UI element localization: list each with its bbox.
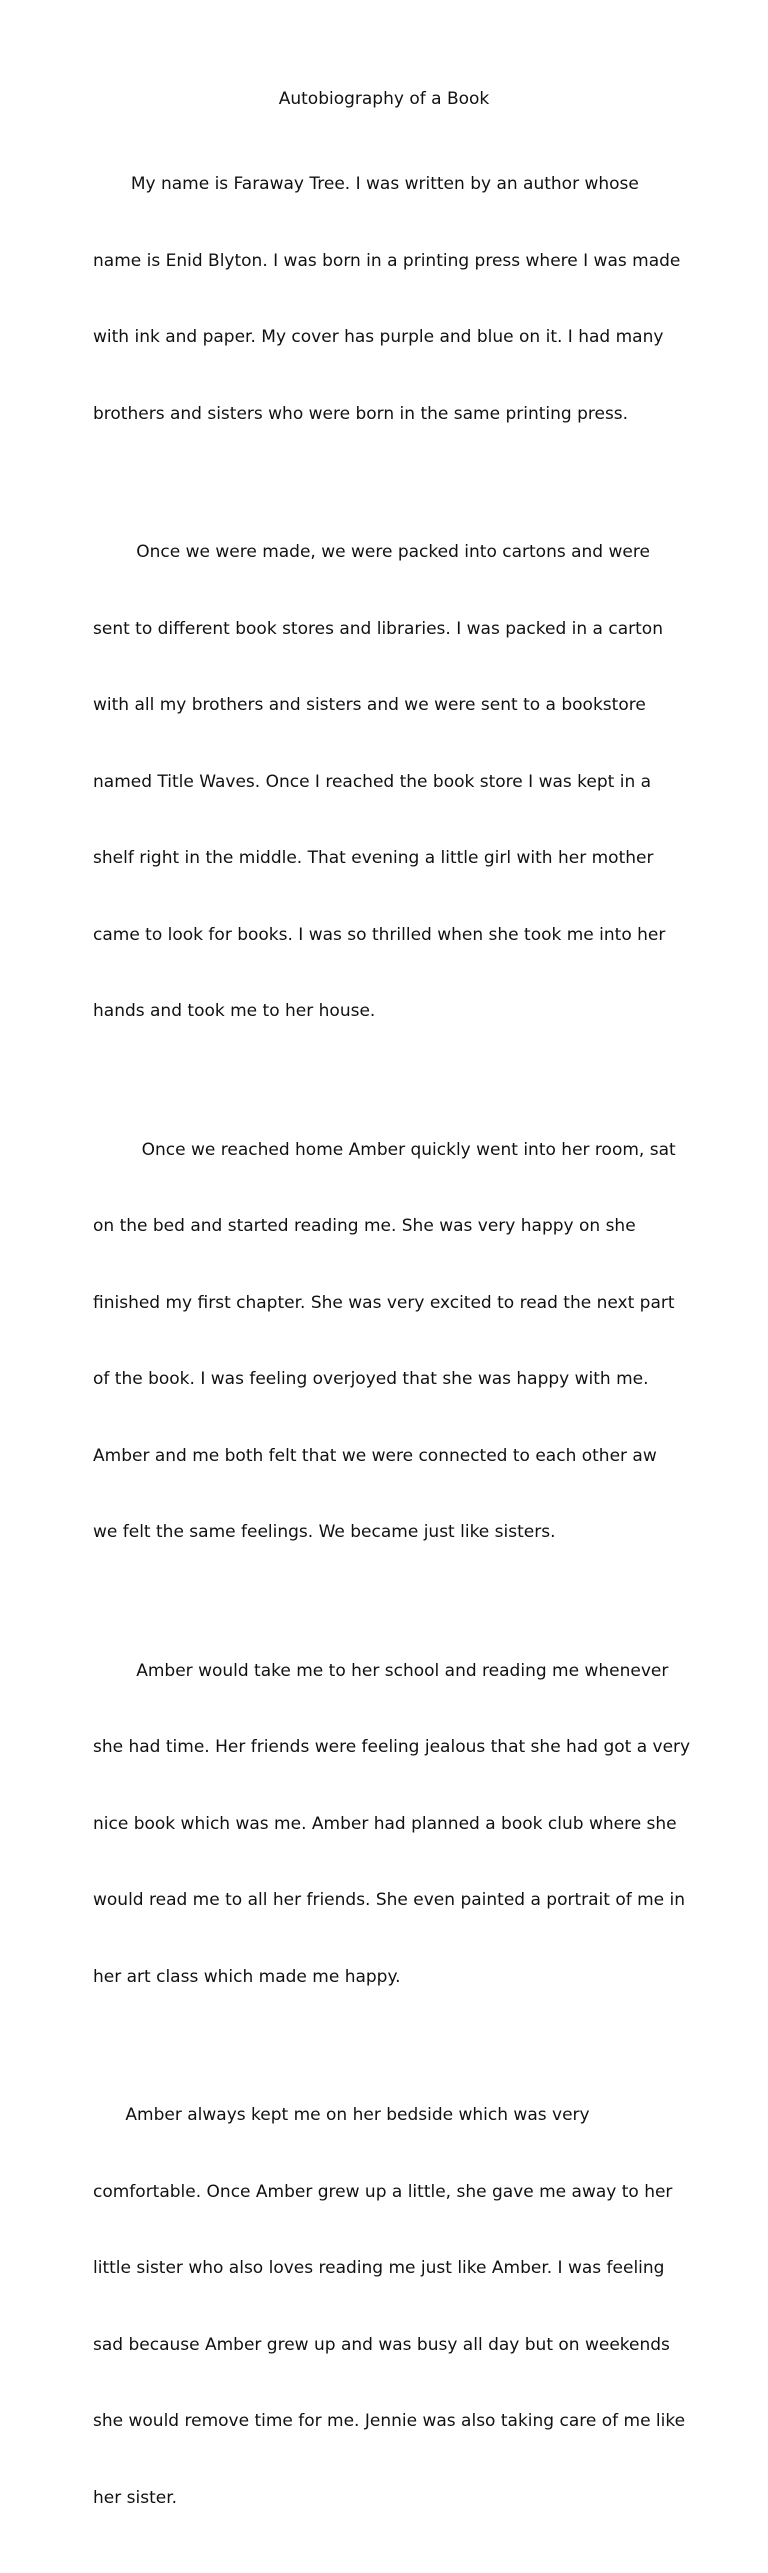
text-line: finished my first chapter. She was very excited to read the next part [93, 1292, 675, 1313]
text-line: hands and took me to her house. [93, 1001, 376, 1021]
text-line: of the book. I was feeling overjoyed that she was happy with me. [93, 1369, 649, 1389]
text-line: Amber and me both felt that we were connected to each other aw [93, 1445, 657, 1466]
text-line: her sister. [93, 2487, 178, 2508]
text-line: Once we were made, we were packed into cartons and were [93, 542, 650, 562]
text-line: Amber would take me to her school and reading me whenever [93, 1660, 669, 1681]
text-line: with ink and paper. My cover has purple and blue on it. I had many [93, 327, 664, 347]
text-line: named Title Waves. Once I reached the book store I was kept in a [93, 771, 652, 792]
text-line: we felt the same feelings. We became just like sisters. [93, 1522, 556, 1542]
text-line: she would remove time for me. Jennie was also taking care of me like [93, 2411, 686, 2431]
paragraph-4 [93, 1608, 691, 2042]
text-line: on the bed and started reading me. She was very happy on she [93, 1216, 636, 1236]
text-line: came to look for books. I was so thrilled when she took me into her [93, 924, 666, 945]
paragraph-2 [93, 489, 683, 1076]
text-line: nice book which was me. Amber had planned a book club where she [93, 1813, 677, 1834]
text-line: sad because Amber grew up and was busy all day but on weekends [93, 2334, 670, 2355]
text-line: would read me to all her friends. She even painted a portrait of me in [93, 1890, 686, 1910]
paragraph-1 [93, 121, 683, 478]
text-line: name is Enid Blyton. I was born in a printing press where I was made [93, 250, 681, 271]
text-line: Amber always kept me on her bedside which was very [93, 2105, 590, 2125]
text-line: her art class which made me happy. [93, 1966, 401, 1987]
text-line: little sister who also loves reading me just like Amber. I was feeling [93, 2258, 665, 2278]
document-body [93, 121, 691, 2573]
text-line: sent to different book stores and libraries. I was packed in a carton [93, 618, 663, 639]
text-line: with all my brothers and sisters and we were sent to a bookstore [93, 695, 646, 715]
paragraph-3 [93, 1087, 683, 1597]
paragraph-5 [93, 2052, 686, 2562]
text-line: shelf right in the middle. That evening a little girl with her mother [93, 848, 654, 868]
text-line: brothers and sisters who were born in the same printing press. [93, 403, 629, 424]
text-line: My name is Faraway Tree. I was written by an author whose [93, 174, 639, 194]
text-line: comfortable. Once Amber grew up a little, she gave me away to her [93, 2181, 673, 2202]
document-title: Autobiography of a Book [278, 89, 490, 109]
text-line: Once we reached home Amber quickly went into her room, sat [93, 1139, 676, 1160]
text-line: she had time. Her friends were feeling jealous that she had got a very [93, 1737, 691, 1757]
